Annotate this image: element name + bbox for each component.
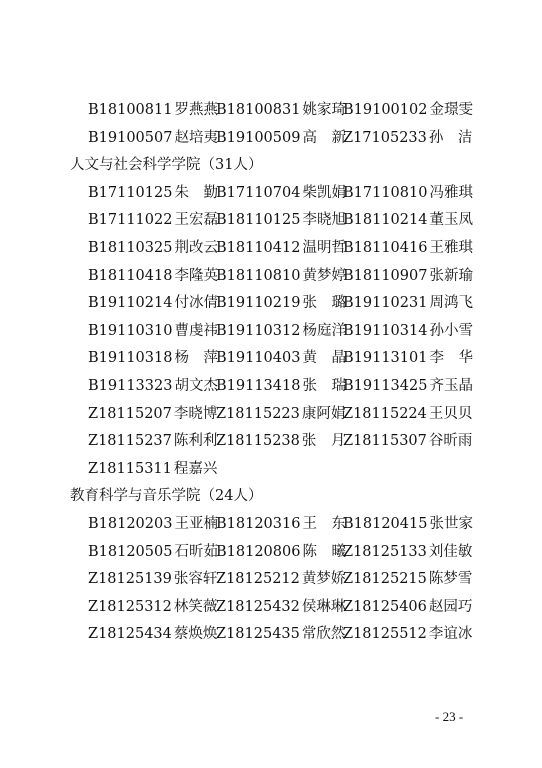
student-entry	[88, 290, 218, 316]
section-heading: 人文与社会科学学院（31人）	[70, 157, 263, 174]
student-id: B18100831	[216, 102, 301, 118]
student-entry	[88, 539, 218, 565]
student-name: 赵园巧	[428, 598, 473, 615]
student-id: B18110412	[216, 240, 301, 256]
student-id: B18120203	[88, 516, 173, 532]
student-entry	[343, 428, 472, 454]
student-id: Z18115307	[343, 433, 427, 450]
student-id: B18110416	[343, 240, 428, 256]
student-id: B18110810	[216, 267, 301, 284]
student-name: 黄梦娇	[301, 571, 346, 588]
student-name: 张 瑞	[302, 378, 346, 394]
student-row	[0, 594, 542, 620]
student-id: Z18125435	[216, 626, 300, 643]
student-entry	[216, 594, 345, 620]
student-row	[0, 539, 542, 565]
student-id: B17111022	[88, 212, 173, 229]
student-entry	[216, 345, 346, 371]
student-row	[0, 97, 542, 123]
student-id: B19113101	[343, 350, 428, 367]
student-entry	[216, 373, 346, 399]
student-id: B19100102	[343, 102, 428, 118]
student-name: 冯雅琪	[429, 184, 473, 201]
student-name: 黄梦婷	[302, 267, 346, 284]
section-heading-line	[0, 152, 542, 178]
student-entry	[88, 345, 218, 371]
student-name: 李晓博	[173, 405, 218, 422]
student-row	[0, 621, 542, 647]
student-id: B18110214	[343, 212, 428, 229]
student-name: 王 东	[302, 516, 346, 532]
student-entry	[216, 207, 346, 233]
student-id: B19110310	[88, 322, 173, 339]
student-name: 林笑薇	[173, 598, 218, 615]
student-row	[0, 401, 542, 427]
student-entry	[216, 511, 346, 537]
student-entry	[88, 263, 218, 289]
student-id: B19113323	[88, 378, 173, 394]
student-entry	[216, 125, 346, 151]
student-name: 李晓旭	[302, 212, 346, 229]
student-row	[0, 345, 542, 371]
student-name: 黄 晶	[302, 350, 346, 367]
student-row	[0, 318, 542, 344]
student-id: Z18125312	[88, 598, 172, 615]
student-id: Z18115223	[216, 405, 300, 422]
student-id: Z18125432	[216, 598, 300, 615]
student-entry	[88, 235, 218, 261]
student-name: 高 新	[302, 129, 346, 146]
student-name: 荆改云	[174, 240, 218, 256]
section-heading: 教育科学与音乐学院（24人）	[70, 488, 263, 505]
student-name: 程嘉兴	[173, 460, 218, 477]
student-entry	[343, 621, 472, 647]
student-entry	[343, 263, 473, 289]
student-row	[0, 290, 542, 316]
page-number: - 23 -	[435, 709, 464, 724]
student-id: Z18125434	[88, 626, 172, 643]
student-row	[0, 511, 542, 537]
student-id: Z18115207	[88, 405, 172, 422]
student-id: Z18125133	[343, 543, 427, 560]
student-name: 张 月	[301, 433, 346, 450]
student-name: 谷昕雨	[428, 433, 473, 450]
student-id: B19110214	[88, 295, 173, 312]
student-entry	[343, 235, 473, 261]
student-name: 王贝贝	[428, 405, 473, 422]
student-entry	[216, 97, 346, 123]
student-entry	[216, 180, 346, 206]
student-id: B17110704	[216, 184, 301, 201]
student-entry	[343, 401, 472, 427]
section-heading-line	[0, 483, 542, 509]
student-entry	[88, 125, 218, 151]
student-name: 赵培夷	[174, 129, 218, 146]
student-entry	[88, 401, 217, 427]
student-entry	[216, 235, 346, 261]
student-entry	[343, 373, 473, 399]
student-row	[0, 235, 542, 261]
student-id: B19113425	[343, 378, 428, 394]
student-id: Z18125512	[343, 626, 427, 643]
student-row	[0, 180, 542, 206]
student-id: B19110314	[343, 322, 428, 339]
student-entry	[88, 207, 218, 233]
student-entry	[216, 621, 345, 647]
student-id: B18110325	[88, 240, 173, 256]
student-name: 曹虔祎	[174, 322, 218, 339]
student-id: B18120415	[343, 516, 428, 532]
student-entry	[88, 621, 217, 647]
student-entry	[343, 511, 473, 537]
student-id: Z18115237	[88, 433, 172, 450]
student-entry	[88, 456, 217, 482]
student-row	[0, 373, 542, 399]
student-name: 张 璐	[302, 295, 346, 312]
student-id: B18110125	[216, 212, 301, 229]
student-row	[0, 263, 542, 289]
student-entry	[343, 207, 473, 233]
student-id: Z18115238	[216, 433, 300, 450]
student-id: Z18125212	[216, 571, 300, 588]
student-id: Z18115224	[343, 405, 427, 422]
student-id: B19110318	[88, 350, 173, 367]
student-id: B18120505	[88, 543, 173, 560]
student-entry	[343, 97, 473, 123]
student-name: 杨 萍	[174, 350, 218, 367]
student-id: B18100811	[88, 102, 173, 118]
student-entry	[343, 345, 473, 371]
student-row	[0, 428, 542, 454]
student-name: 王宏磊	[174, 212, 218, 229]
student-name: 朱 勤	[174, 184, 218, 201]
student-name: 王雅琪	[429, 240, 473, 256]
student-entry	[343, 125, 472, 151]
student-entry	[88, 594, 217, 620]
student-id: B19110231	[343, 295, 428, 312]
student-id: B18120316	[216, 516, 301, 532]
student-name: 李 华	[429, 350, 473, 367]
student-name: 温明哲	[302, 240, 346, 256]
student-name: 石昕茹	[174, 543, 218, 560]
student-id: B19110219	[216, 295, 301, 312]
student-name: 蔡焕焕	[173, 626, 218, 643]
student-name: 王亚楠	[174, 516, 218, 532]
student-name: 陈 曦	[302, 543, 346, 560]
student-name: 李谊冰	[428, 626, 473, 643]
student-row	[0, 566, 542, 592]
student-id: Z18125215	[343, 571, 427, 588]
student-entry	[88, 373, 218, 399]
student-entry	[343, 566, 472, 592]
student-name: 李隆英	[174, 267, 218, 284]
student-id: B19110312	[216, 322, 301, 339]
student-id: Z18125406	[343, 598, 427, 615]
student-entry	[88, 97, 218, 123]
student-entry	[88, 566, 217, 592]
student-entry	[216, 539, 346, 565]
student-entry	[343, 318, 473, 344]
student-entry	[216, 401, 345, 427]
student-name: 孙 洁	[428, 129, 473, 146]
student-name: 侯琳琳	[301, 598, 346, 615]
student-entry	[88, 318, 218, 344]
student-name: 刘佳敏	[428, 543, 473, 560]
student-name: 罗燕燕	[174, 102, 218, 118]
student-id: Z18125139	[88, 571, 172, 588]
student-name: 柴凯娟	[302, 184, 346, 201]
student-entry	[343, 594, 472, 620]
student-name: 陈利利	[173, 433, 218, 450]
student-name: 陈梦雪	[428, 571, 473, 588]
student-row	[0, 456, 542, 482]
student-id: B19100507	[88, 129, 173, 146]
student-id: B19110403	[216, 350, 301, 367]
student-entry	[88, 428, 217, 454]
student-name: 杨庭洋	[302, 322, 346, 339]
student-row	[0, 125, 542, 151]
student-name: 胡文杰	[174, 378, 218, 394]
student-id: B17110125	[88, 184, 173, 201]
student-name: 付冰倩	[174, 295, 218, 312]
student-entry	[343, 180, 473, 206]
student-entry	[216, 318, 346, 344]
student-name: 董玉凤	[429, 212, 473, 229]
student-entry	[216, 428, 345, 454]
student-name: 康阿娟	[301, 405, 346, 422]
student-id: B18110907	[343, 267, 428, 284]
student-name: 张新瑜	[429, 267, 473, 284]
student-name: 齐玉晶	[429, 378, 473, 394]
student-entry	[216, 566, 345, 592]
student-name: 常欣然	[301, 626, 346, 643]
student-id: Z17105233	[343, 129, 427, 146]
student-entry	[88, 180, 218, 206]
student-name: 张容轩	[173, 571, 218, 588]
student-name: 姚家琦	[302, 102, 346, 118]
student-id: B19113418	[216, 378, 301, 394]
student-entry	[343, 290, 473, 316]
student-name: 周鸿飞	[429, 295, 473, 312]
student-id: B18110418	[88, 267, 173, 284]
student-id: B17110810	[343, 184, 428, 201]
student-entry	[216, 290, 346, 316]
student-entry	[216, 263, 346, 289]
student-id: Z18115311	[88, 460, 172, 477]
student-id: B19100509	[216, 129, 301, 146]
student-name: 张世家	[429, 516, 473, 532]
student-row	[0, 207, 542, 233]
student-name: 孙小雪	[429, 322, 473, 339]
student-entry	[88, 511, 218, 537]
student-entry	[343, 539, 472, 565]
student-id: B18120806	[216, 543, 301, 560]
student-name: 金璟雯	[429, 102, 473, 118]
